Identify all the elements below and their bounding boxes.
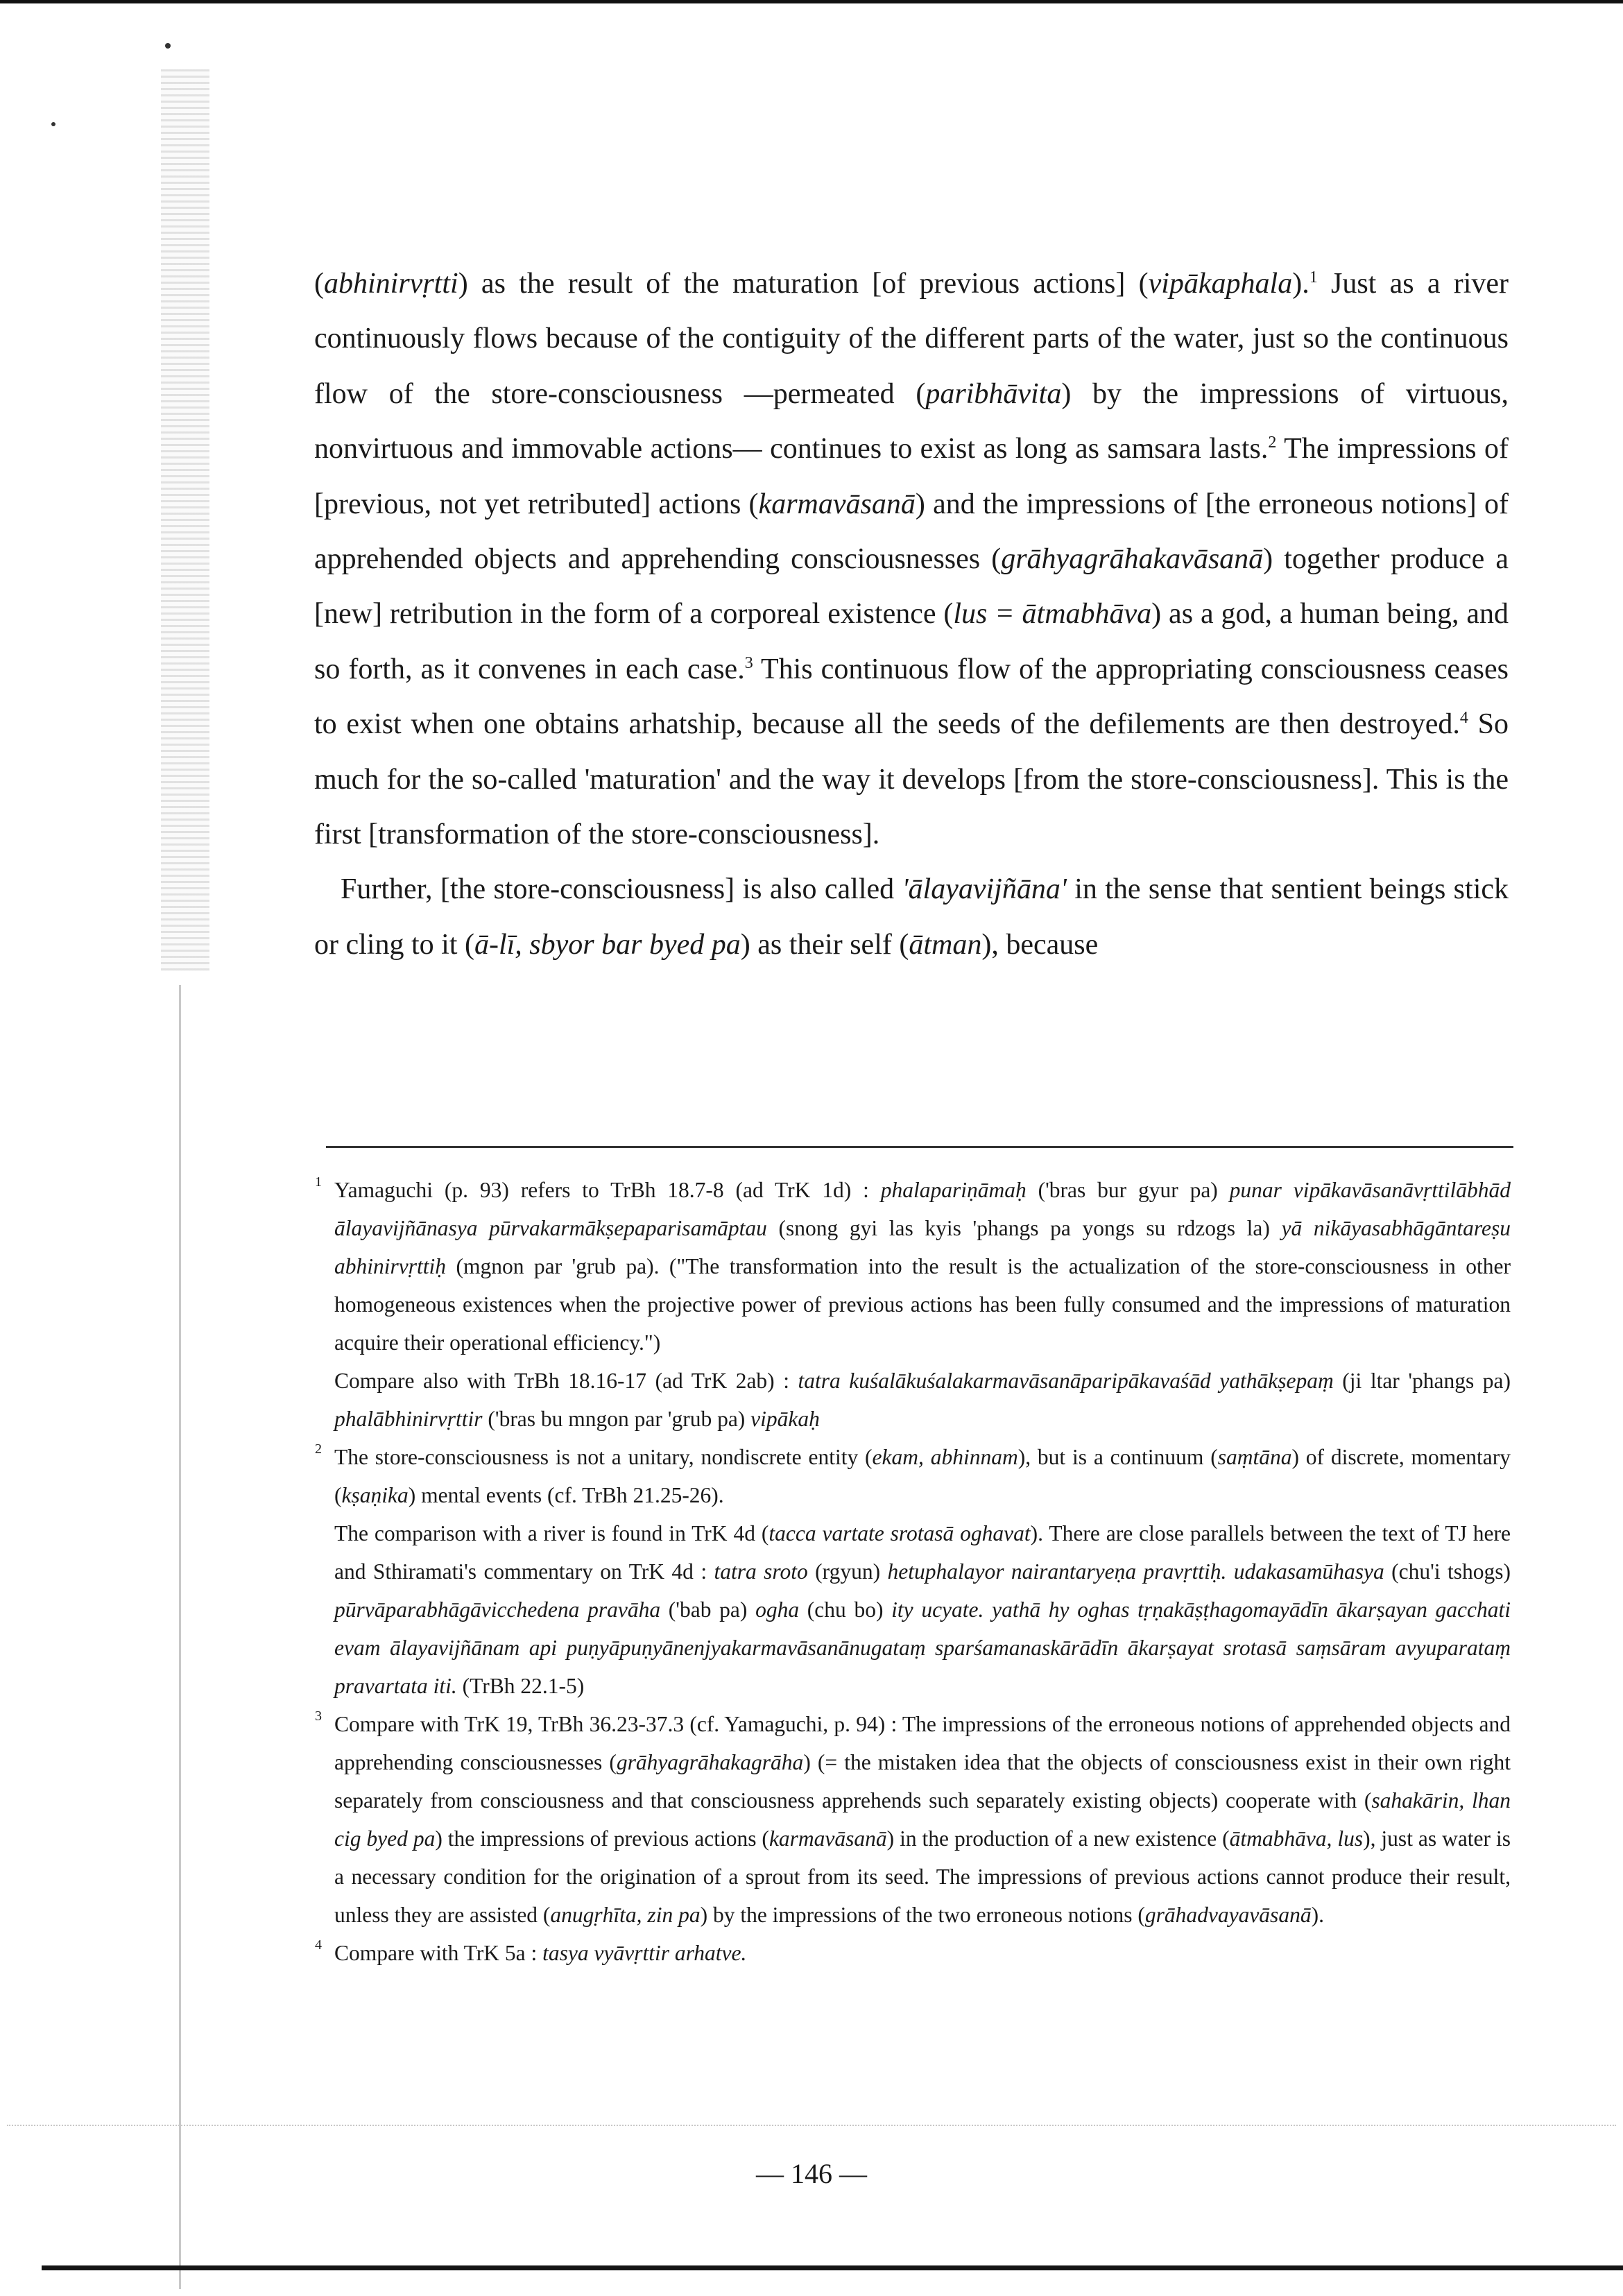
italic-term: ogha — [755, 1597, 800, 1622]
scan-gutter-line — [179, 985, 181, 2289]
footnote-paragraph — [334, 1362, 1511, 1438]
scan-speck — [165, 43, 171, 49]
page-number: — 146 — — [756, 2158, 867, 2189]
text-run: ) as a god, a human being, and so forth, as it convenes in each case. — [314, 598, 1509, 685]
footnote-ref: 3 — [744, 653, 753, 672]
scan-speck — [51, 122, 55, 126]
body-paragraph — [314, 862, 1509, 973]
italic-term: yā nikāyasabhāgāntareṣu abhinirvṛttiḥ — [334, 1216, 1511, 1278]
footnote-body — [334, 1438, 1511, 1705]
footnotes — [315, 1171, 1511, 1972]
italic-term: ā-lī, sbyor bar byed pa — [474, 928, 741, 961]
footnote — [315, 1705, 1511, 1934]
text-run: ) of discrete, momentary ( — [334, 1445, 1511, 1507]
text-run: ('bras bur gyur pa) — [1026, 1178, 1230, 1202]
text-run: Compare with TrK 19, TrBh 36.23-37.3 (cf. Yamaguchi, p. 94) : The impressions of the erroneous notions of apprehended objects and apprehending consciousnesses ( — [334, 1712, 1511, 1774]
text-run: (snong gyi las kyis 'phangs pa yongs su rdzogs la) — [766, 1216, 1282, 1240]
text-run: The store-consciousness is not a unitary, nondiscrete entity ( — [334, 1445, 873, 1469]
text-run: Compare with TrK 5a : — [334, 1941, 543, 1965]
footnote-paragraph — [334, 1514, 1511, 1705]
text-run: in the sense that sentient beings stick or cling to it ( — [314, 873, 1509, 961]
footnote-ref: 4 — [1459, 709, 1468, 728]
text-run: ) as the result of the maturation [of previous actions] ( — [458, 268, 1149, 300]
italic-term: paribhāvita — [925, 377, 1062, 410]
footnote-number: 3 — [315, 1708, 322, 1724]
text-run: (TrBh 22.1-5) — [456, 1674, 585, 1698]
italic-term: grāhyagrāhakagrāha — [616, 1750, 804, 1774]
text-run: (chu bo) — [799, 1597, 892, 1622]
text-run: ), just as water is a necessary condition for the origination of a sprout from its seed. The impressions of previous actions cannot produce their result, unless they are assisted ( — [334, 1826, 1511, 1927]
text-run: ) together produce a [new] retribution in the form of a corporeal existence ( — [314, 543, 1509, 631]
text-run: ('bab pa) — [660, 1597, 756, 1622]
text-run: ). There are close parallels between the text of TJ here and Sthiramati's commentary on TrK 4d : — [334, 1521, 1511, 1584]
italic-term: abhinirvṛtti — [324, 268, 458, 300]
italic-term: ātman — [909, 928, 982, 961]
footnote-body — [334, 1934, 1511, 1972]
text-run: (chu'i tshogs) — [1384, 1559, 1511, 1584]
text-run: ). — [1311, 1903, 1324, 1927]
text-run: (mgnon par 'grub pa). ("The transformation into the result is the actualization of the store-consciousness in other homogeneous existences when the projective power of previous actions has been fully consumed and the impressions of maturation acquire their operational efficiency.") — [334, 1254, 1511, 1355]
italic-term: ātmabhāva, lus — [1229, 1826, 1364, 1851]
text-run: ) the impressions of previous actions ( — [435, 1826, 769, 1851]
footnote — [315, 1438, 1511, 1705]
italic-term: kṣaṇika — [341, 1483, 409, 1507]
text-run: ) in the production of a new existence ( — [886, 1826, 1230, 1851]
footnote-body — [334, 1705, 1511, 1934]
body-paragraph — [314, 257, 1509, 862]
footnote-paragraph — [334, 1934, 1511, 1972]
text-run: ) by the impressions of the two erroneous notions ( — [700, 1903, 1145, 1927]
scan-binding-edge — [161, 69, 209, 971]
text-run: (ji ltar 'phangs pa) — [1333, 1369, 1511, 1393]
text-run: (rgyun) — [807, 1559, 888, 1584]
italic-term: ekam, abhinnam — [872, 1445, 1018, 1469]
footnote-paragraph — [334, 1438, 1511, 1514]
italic-term: pūrvāparabhāgāvicchedena pravāha — [334, 1597, 661, 1622]
text-run: ) mental events (cf. TrBh 21.25-26). — [408, 1483, 724, 1507]
italic-term: tacca vartate srotasā oghavat — [768, 1521, 1031, 1545]
text-run: Compare also with TrBh 18.16-17 (ad TrK 2ab) : — [334, 1369, 798, 1393]
italic-term: karmavāsanā — [768, 1826, 887, 1851]
italic-term: phalapariṇāmaḥ — [880, 1178, 1027, 1202]
text-run: Further, [the store-consciousness] is also called — [341, 873, 902, 906]
footnote-paragraph — [334, 1171, 1511, 1362]
footnote-number: 2 — [315, 1441, 322, 1457]
top-border — [0, 0, 1623, 3]
footnote — [315, 1171, 1511, 1438]
italic-term: vipākaḥ — [750, 1407, 820, 1431]
italic-term: 'ālayavijñāna' — [902, 873, 1067, 906]
italic-term: lus = ātmabhāva — [953, 598, 1152, 631]
footnote-body — [334, 1171, 1511, 1438]
text-run: The impressions of [previous, not yet retributed] actions ( — [314, 433, 1509, 520]
italic-term: anugṛhīta, zin pa — [550, 1903, 701, 1927]
footnote-rule — [326, 1146, 1513, 1148]
text-run: ) by the impressions of virtuous, nonvirtuous and immovable actions— continues to exist as long as samsara lasts. — [314, 377, 1509, 465]
text-run: Just as a river continuously flows because of the contiguity of the different parts of the water, just so the continuous flow of the store-consciousness —permeated ( — [314, 268, 1509, 410]
italic-term: tasya vyāvṛttir arhatve. — [542, 1941, 747, 1965]
main-text — [314, 257, 1509, 973]
scan-dotted-line — [7, 2125, 1616, 2126]
italic-term: grāhyagrāhakavāsanā — [1001, 543, 1264, 576]
italic-term: saṃtāna — [1217, 1445, 1292, 1469]
text-run: ) and the impressions of [the erroneous notions] of apprehended objects and apprehending consciousnesses ( — [314, 488, 1509, 576]
footnote — [315, 1934, 1511, 1972]
bottom-border — [42, 2265, 1623, 2270]
text-run: ), because — [981, 928, 1099, 961]
text-run: ), but is a continuum ( — [1017, 1445, 1218, 1469]
text-run: ('bras bu mngon par 'grub pa) — [482, 1407, 751, 1431]
text-run: ) as their self ( — [740, 928, 909, 961]
italic-term: ity ucyate. yathā hy oghas tṛṇakāṣṭhagomayādīn ākarṣayan gacchati evam ālayavijñānam api puṇyāpuṇyānenjyakarmavāsanānugataṃ sparśamanaskārādīn ākarṣayat srotasā saṃsāram avyuparataṃ pravartata iti. — [334, 1597, 1511, 1698]
italic-term: vipākaphala — [1148, 268, 1293, 300]
text-run: ) (= the mistaken idea that the objects of consciousness exist in their own right separately from consciousness and that consciousness apprehends such separately existing objects) cooperate with ( — [334, 1750, 1511, 1813]
text-run: The comparison with a river is found in TrK 4d ( — [334, 1521, 769, 1545]
text-run: This continuous flow of the appropriating consciousness ceases to exist when one obtains arhatship, because all the seeds of the defilements are then destroyed. — [314, 653, 1509, 741]
italic-term: grāhadvayavāsanā — [1144, 1903, 1312, 1927]
footnote-paragraph — [334, 1705, 1511, 1934]
italic-term: tatra kuśalākuśalakarmavāsanāparipākavaśād yathākṣepaṃ — [798, 1369, 1334, 1393]
text-run: ). — [1292, 268, 1309, 300]
footnote-ref: 2 — [1268, 434, 1277, 452]
italic-term: tatra sroto — [714, 1559, 808, 1584]
italic-term: punar vipākavāsanāvṛttilābhād ālayavijñānasya pūrvakarmākṣepaparisamāptau — [334, 1178, 1511, 1240]
italic-term: phalābhinirvṛttir — [334, 1407, 483, 1431]
text-run: Yamaguchi (p. 93) refers to TrBh 18.7-8 (ad TrK 1d) : — [334, 1178, 881, 1202]
italic-term: hetuphalayor nairantaryeṇa pravṛttiḥ. udakasamūhasya — [887, 1559, 1384, 1584]
footnote-number: 4 — [315, 1937, 322, 1953]
footnote-ref: 1 — [1309, 268, 1318, 286]
footnote-number: 1 — [315, 1174, 322, 1190]
text-run: So much for the so-called 'maturation' and the way it develops [from the store-consciousness]. This is the first [transformation of the store-consciousness]. — [314, 708, 1509, 851]
text-run: ( — [314, 268, 324, 300]
italic-term: sahakārin, lhan cig byed pa — [334, 1788, 1511, 1851]
italic-term: karmavāsanā — [758, 488, 916, 520]
